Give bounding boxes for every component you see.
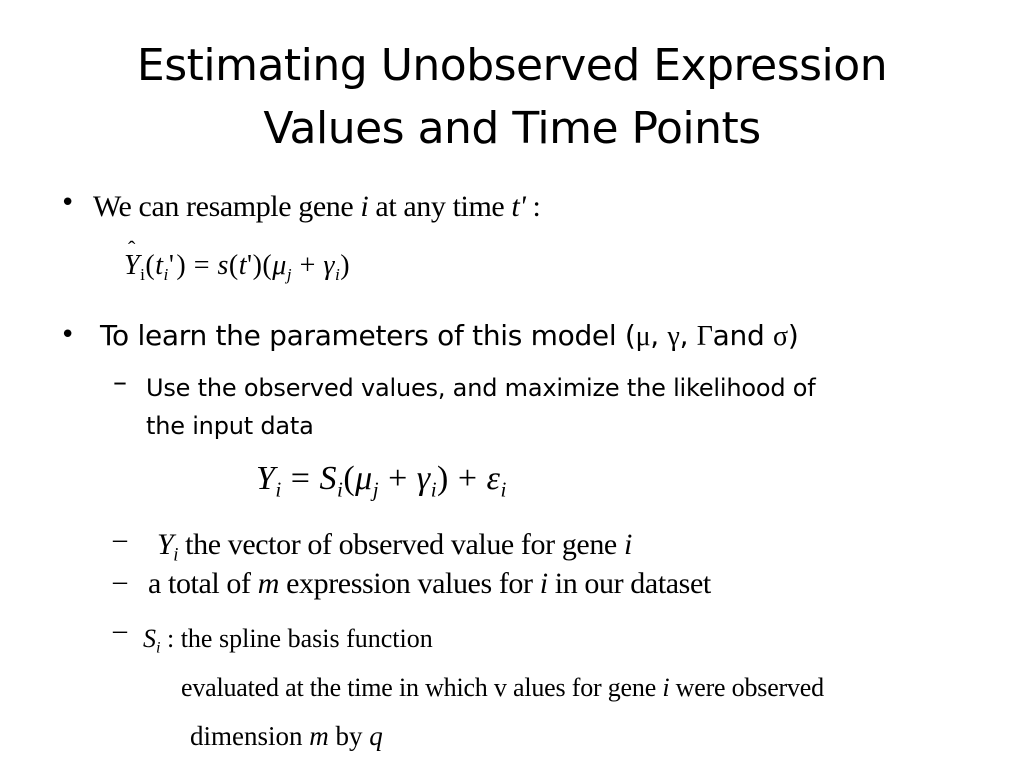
spline-note-dimension: dimension m by q: [190, 721, 383, 751]
bullet-1-text: We can resample gene i at any time t' :: [93, 190, 541, 223]
bullet-2-text: To learn the parameters of this model (μ, γ, Γand σ): [100, 319, 799, 352]
spline-note-evaluated: evaluated at the time in which v alues for gene i were observed: [181, 673, 824, 702]
definition-1-text: $Y_i$ the vector of observed value for gene i: [157, 528, 632, 566]
slide-title: [0, 34, 1024, 160]
definition-2-text: a total of m expression values for i in our dataset: [148, 567, 711, 600]
definition-2-marker: –: [113, 566, 127, 597]
definition-1-marker: –: [113, 524, 127, 555]
sub-item-text-line-1: Use the observed values, and maximize the likelihood of: [146, 374, 816, 402]
sub-item-marker: –: [113, 365, 127, 398]
sub-item-text: [146, 369, 816, 445]
bullet-1-marker: •: [60, 188, 76, 218]
slide-title-line-1: Estimating Unobserved Expression: [136, 40, 888, 91]
definition-3-marker: –: [113, 615, 127, 646]
likelihood-formula: $Y_i = S_i(\mu_j + \gamma_i) + \varepsilon_i$: [256, 460, 507, 502]
bullet-2-marker: •: [60, 320, 76, 350]
resample-formula: ˆ $Y_i(t_i') = s(t')(\mu_j + \gamma_i)$: [124, 250, 350, 282]
sub-item-text-line-2: the input data: [146, 412, 314, 440]
definition-3-text: $S_i$ : the spline basis function: [143, 624, 433, 657]
slide-title-line-2: Values and Time Points: [263, 103, 761, 154]
